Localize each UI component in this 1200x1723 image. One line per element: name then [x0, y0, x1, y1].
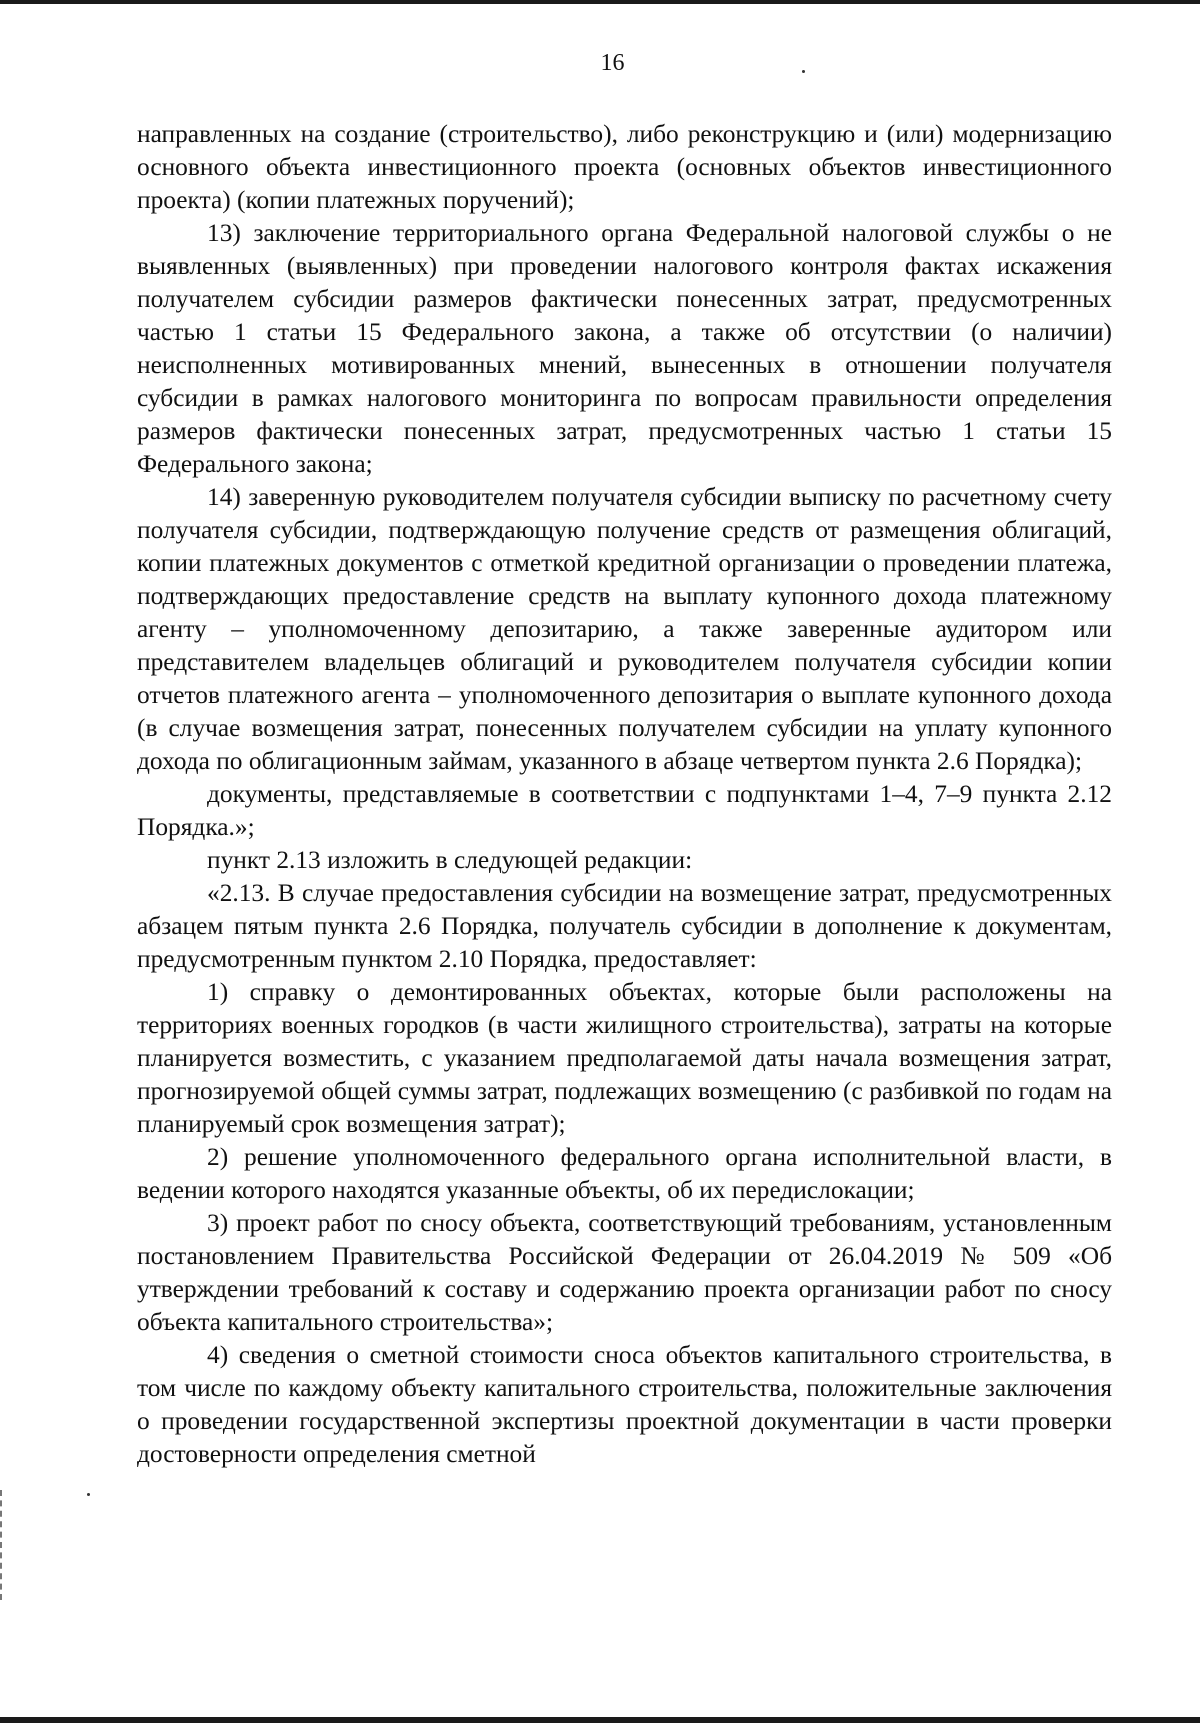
paragraph: 2) решение уполномоченного федерального органа исполнительной власти, в ведении которого находятся указанные объекты, об их передислокации; — [137, 1143, 1112, 1204]
paragraph: 14) заверенную руководителем получателя субсидии выписку по расчетному счету получателя субсидии, подтверждающую получение средств от размещения облигаций, копии платежных документов с отметкой кредитной организации о проведении платежа, подтверждающих предоставление средств на выплату купонного дохода платежному агенту – уполномоченному депозитарию, а также заверенные аудитором или представителем владельцев облигаций и руководителем получателя субсидии копии отчетов платежного агента – уполномоченного депозитария о выплате купонного дохода (в случае возмещения затрат, понесенных получателем субсидии на уплату купонного дохода по облигационным займам, указанного в абзаце четвертом пункта 2.6 Порядка); — [137, 483, 1112, 775]
paragraph: 1) справку о демонтированных объектах, которые были расположены на территориях военных городков (в части жилищного строительства), затраты на которые планируется возместить, с указанием предполагаемой даты начала возмещения затрат, прогнозируемой общей суммы затрат, подлежащих возмещению (с разбивкой по годам на планируемый срок возмещения затрат); — [137, 978, 1112, 1138]
paragraph: «2.13. В случае предоставления субсидии на возмещение затрат, предусмотренных абзацем пятым пункта 2.6 Порядка, получатель субсидии в дополнение к документам, предусмотренным пунктом 2.10 Порядка, предоставляет: — [137, 879, 1112, 973]
paragraph: 13) заключение территориального органа Федеральной налоговой службы о не выявленных (выявленных) при проведении налогового контроля фактах искажения получателем субсидии размеров фактически понесенных затрат, предусмотренных частью 1 статьи 15 Федерального закона, а также об отсутствии (о наличии) неисполненных мотивированных мнений, вынесенных в отношении получателя субсидии в рамках налогового мониторинга по вопросам правильности определения размеров фактически понесенных затрат, предусмотренных частью 1 статьи 15 Федерального закона; — [137, 219, 1112, 478]
page-number: 16 — [600, 50, 625, 76]
scan-artifact-dot — [87, 1493, 90, 1496]
scan-left-edge-marks — [0, 1490, 5, 1600]
paragraph: направленных на создание (строительство), либо реконструкцию и (или) модернизацию основного объекта инвестиционного проекта (основных объектов инвестиционного проекта) (копии платежных поручений); — [137, 120, 1112, 214]
scan-top-border — [0, 0, 1200, 4]
paragraph: 3) проект работ по сносу объекта, соответствующий требованиям, установленным постановлением Правительства Российской Федерации от 26.04.2019 № 509 «Об утверждении требований к составу и содержанию проекта организации работ по сносу объекта капитального строительства»; — [137, 1209, 1112, 1336]
scan-bottom-border — [0, 1717, 1200, 1723]
paragraph: пункт 2.13 изложить в следующей редакции: — [207, 846, 693, 874]
paragraph: 4) сведения о сметной стоимости сноса объектов капитального строительства, в том числе по каждому объекту капитального строительства, положительные заключения о проведении государственной экспертизы проектной документации в части проверки достоверности определения сметной — [137, 1341, 1112, 1468]
document-body — [137, 118, 1112, 1471]
paragraph: документы, представляемые в соответствии с подпунктами 1–4, 7–9 пункта 2.12 Порядка.»; — [137, 780, 1112, 841]
